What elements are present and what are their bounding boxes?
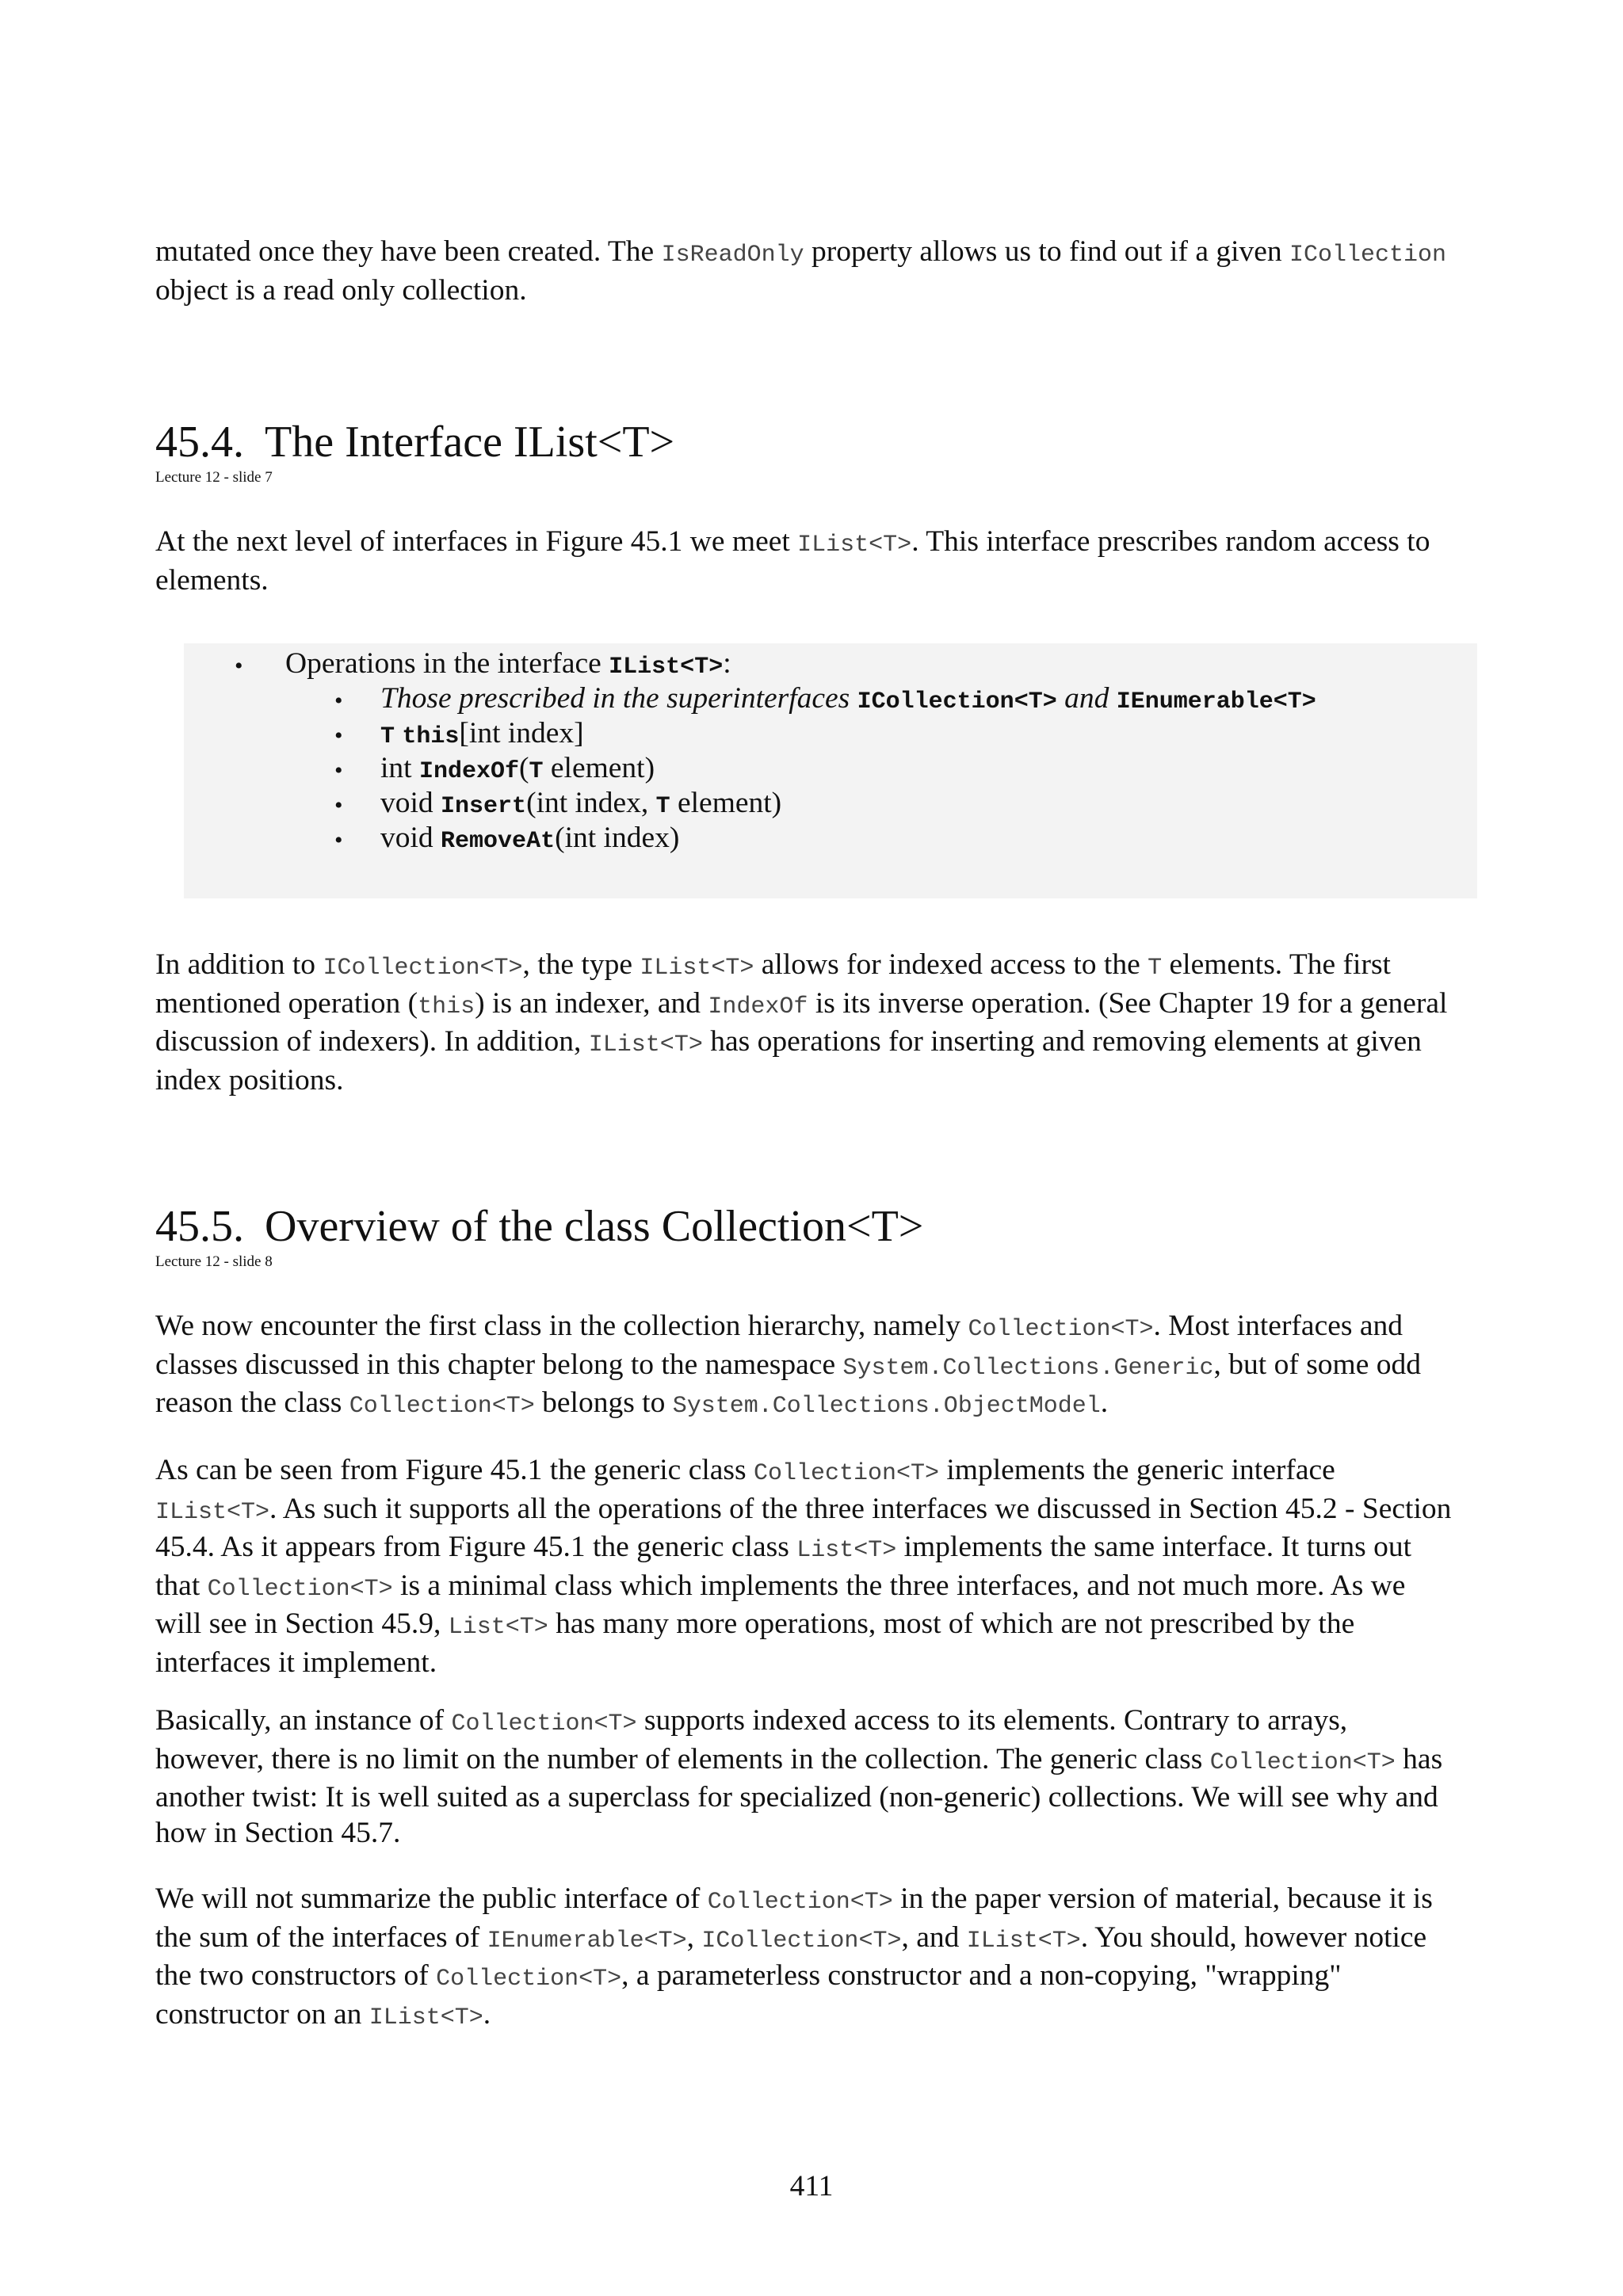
text-line: mentioned operation (this) is an indexer, and IndexOf is its inverse operation. (See Chapter 19 for a general — [155, 986, 1448, 1020]
text-line: At the next level of interfaces in Figure 45.1 we meet IList<T>. This interface prescribes random access to — [155, 525, 1430, 559]
operation-item: void RemoveAt(int index) — [380, 822, 680, 855]
text-line: As can be seen from Figure 45.1 the generic class Collection<T> implements the generic interface — [155, 1454, 1335, 1487]
text-line: object is a read only collection. — [155, 273, 527, 307]
bullet: • — [334, 723, 343, 749]
text-line: another twist: It is well suited as a superclass for specialized (non-generic) collections. We will see why and — [155, 1781, 1438, 1814]
section-title: 45.4. The Interface IList<T> — [155, 418, 675, 467]
operation-item: T this[int index] — [380, 717, 584, 750]
operation-item: Those prescribed in the superinterfaces ICollection<T> and IEnumerable<T> — [380, 682, 1316, 715]
operations-box — [184, 643, 1477, 898]
paragraph — [155, 948, 1447, 1098]
text-line: We will not summarize the public interface of Collection<T> in the paper version of material, because it is — [155, 1882, 1433, 1916]
bullet: • — [334, 827, 343, 853]
text-line: discussion of indexers). In addition, IList<T> has operations for inserting and removing elements at given — [155, 1025, 1422, 1058]
text-line: reason the class Collection<T> belongs to System.Collections.ObjectModel. — [155, 1386, 1109, 1420]
paragraph — [155, 1703, 1442, 1851]
text-line: index positions. — [155, 1063, 344, 1097]
text-line: how in Section 45.7. — [155, 1816, 401, 1849]
operation-item: int IndexOf(T element) — [380, 752, 655, 785]
text-line: will see in Section 45.9, List<T> has many more operations, most of which are not prescribed by the — [155, 1608, 1355, 1641]
bullet: • — [334, 688, 343, 714]
text-line: constructor on an IList<T>. — [155, 1997, 491, 2031]
section-heading-45-5 — [155, 1203, 923, 1271]
text-line: In addition to ICollection<T>, the type IList<T> allows for indexed access to the T elements. The first — [155, 948, 1391, 982]
paragraph — [155, 1309, 1421, 1425]
bullet: • — [235, 653, 243, 679]
text-line: the two constructors of Collection<T>, a parameterless constructor and a non-copying, "wrapping" — [155, 1959, 1342, 1993]
text-line: classes discussed in this chapter belong to the namespace System.Collections.Generic, but of some odd — [155, 1348, 1421, 1382]
text-line: interfaces it implement. — [155, 1646, 437, 1679]
paragraph — [155, 1882, 1433, 2035]
bullet: • — [334, 757, 343, 784]
operations-heading: Operations in the interface IList<T>: — [285, 647, 731, 681]
section-heading-45-4 — [155, 418, 674, 486]
text-line: 45.4. As it appears from Figure 45.1 the generic class List<T> implements the same interface. It turns out — [155, 1531, 1412, 1564]
paragraph — [155, 524, 1430, 598]
slide-reference: Lecture 12 - slide 7 — [155, 469, 273, 486]
text-line: mutated once they have been created. The IsReadOnly property allows us to find out if a given ICollection — [155, 235, 1447, 269]
text-line: We now encounter the first class in the collection hierarchy, namely Collection<T>. Most interfaces and — [155, 1310, 1403, 1343]
text-line: the sum of the interfaces of IEnumerable<T>, ICollection<T>, and IList<T>. You should, however notice — [155, 1920, 1427, 1955]
text-line: that Collection<T> is a minimal class which implements the three interfaces, and not much more. As we — [155, 1569, 1406, 1603]
bullet: • — [334, 792, 343, 818]
text-line: IList<T>. As such it supports all the operations of the three interfaces we discussed in Section 45.2 - Section — [155, 1492, 1452, 1526]
paragraph — [155, 1453, 1451, 1680]
text-line: elements. — [155, 563, 269, 597]
text-line: however, there is no limit on the number of elements in the collection. The generic class Collection<T> has — [155, 1742, 1443, 1776]
intro-paragraph — [155, 235, 1446, 308]
section-title: 45.5. Overview of the class Collection<T> — [155, 1202, 924, 1251]
operation-item: void Insert(int index, T element) — [380, 787, 782, 820]
page-number: 411 — [789, 2170, 834, 2203]
slide-reference: Lecture 12 - slide 8 — [155, 1253, 273, 1270]
text-line: Basically, an instance of Collection<T> supports indexed access to its elements. Contrary to arrays, — [155, 1704, 1348, 1737]
